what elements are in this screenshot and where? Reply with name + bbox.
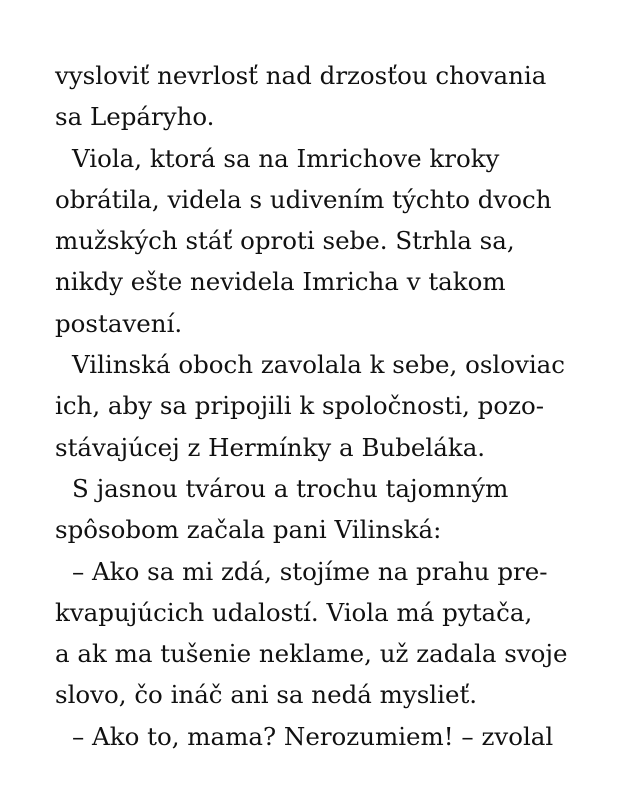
page-text — [55, 55, 615, 757]
text-line: obrátila, videla s udivením týchto dvoch — [55, 184, 552, 214]
text-line-paragraph-start: Vilinská oboch zavolala k sebe, osloviac — [72, 350, 565, 380]
text-line: kvapujúcich udalostí. Viola má pytača, — [55, 597, 533, 627]
text-line: ich, aby sa pripojili k spoločnosti, pozo- — [55, 391, 545, 421]
text-line-paragraph-start: – Ako to, mama? Nerozumiem! – zvolal — [72, 721, 554, 751]
text-line: slovo, čo ináč ani sa nedá myslieť. — [55, 680, 478, 710]
text-line: stávajúcej z Hermínky a Bubeláka. — [55, 432, 486, 462]
text-line-paragraph-start: S jasnou tvárou a trochu tajomným — [72, 473, 509, 503]
text-line-paragraph-start: Viola, ktorá sa na Imrichove kroky — [72, 143, 500, 173]
text-line: nikdy ešte nevidela Imricha v takom — [55, 267, 506, 297]
text-line: spôsobom začala pani Vilinská: — [55, 515, 442, 545]
text-line: vysloviť nevrlosť nad drzosťou chovania — [55, 61, 547, 90]
text-line: postavení. — [55, 308, 183, 338]
text-line-paragraph-start: – Ako sa mi zdá, stojíme na prahu pre- — [72, 556, 548, 586]
text-line: sa Lepáryho. — [55, 102, 215, 132]
text-line: mužských stáť oproti sebe. Strhla sa, — [55, 226, 515, 256]
text-line: a ak ma tušenie neklame, už zadala svoje — [55, 639, 568, 669]
